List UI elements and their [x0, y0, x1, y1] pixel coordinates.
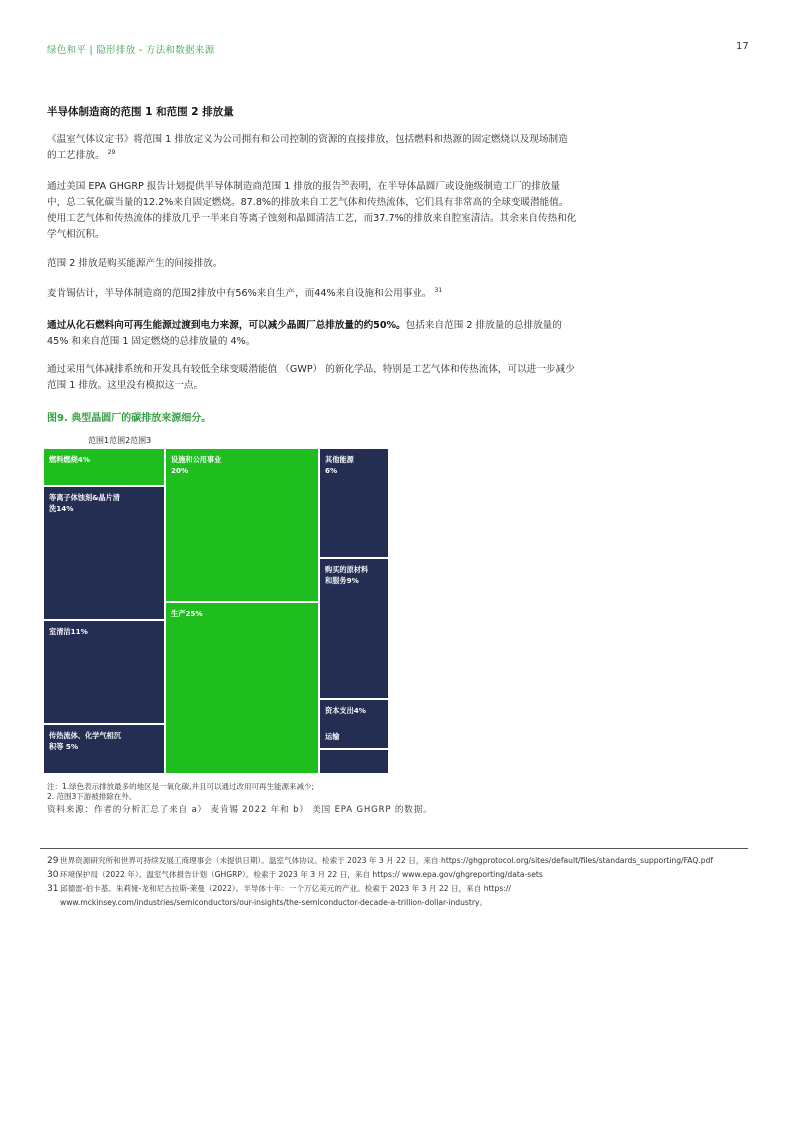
paragraph-text: 麦肯锡估计，半导体制造商的范围2排放中有56%来自生产，而44%来自设施和公用事业。: [47, 288, 432, 299]
tile-label: 生产25%: [171, 609, 203, 618]
tile-label-line: 其他能源: [325, 455, 354, 464]
note-line: 2. 范围3下游被排除在外。: [47, 791, 137, 801]
tile-label-line: 购买的原材料: [325, 565, 369, 574]
paragraph-ghgrp: [47, 179, 577, 243]
tile-label: [325, 564, 368, 586]
tile-transport: [319, 749, 389, 774]
footnote-text: 环境保护局（2022 年）。温室气体报告计划（GHGRP）。检索于 2023 年 3 月 22 日，来自 https:// www.epa.gov/ghgreporting/data-sets: [60, 870, 543, 879]
tile-heat-transfer: [43, 724, 165, 774]
tile-facilities-utilities: [165, 448, 319, 602]
footnote-ref: 29: [107, 148, 116, 156]
footnote-number: 30: [47, 870, 59, 880]
tile-label: 室清洁11%: [49, 627, 88, 636]
footnote-ref: 30: [341, 179, 349, 187]
paragraph-mckinsey: [47, 286, 577, 302]
tile-purchased-goods: [319, 558, 389, 699]
tile-label-line: 和服务9%: [325, 576, 359, 585]
figure-notes: [47, 782, 314, 801]
tile-label: 燃料燃烧4%: [49, 455, 90, 464]
tile-label: [171, 454, 221, 476]
tile-label-line: 传热流体、化学气相沉: [49, 731, 121, 740]
footnote-text: 邱德雷-伯卡基、朱莉娅-龙和尼古拉斯-莱曼（2022）。半导体十年：一个万亿美元的产业。检索于 2023 年 3 月 22 日，来自 https://: [60, 884, 511, 893]
footnote-ref: 31: [434, 286, 443, 294]
note-line: 注：1.绿色表示排放最多的地区是一氧化碳,并且可以通过改用可再生能源来减少;: [47, 782, 315, 791]
paragraph-text: 通过美国 EPA GHGRP 报告计划提供半导体制造商范围 1 排放的报告: [47, 181, 342, 192]
tile-label-line: 洗14%: [49, 504, 74, 513]
tile-label: [49, 730, 121, 752]
tile-label-line: 等离子体蚀刻&晶片清: [49, 493, 120, 502]
tile-label-line: 设施和公用事业: [171, 455, 222, 464]
figure-legend: 范围1范围2范围3: [88, 436, 152, 445]
tile-label: 资本支出4%: [325, 706, 366, 715]
tile-production: [165, 602, 319, 774]
footnote-31-url: www.mckinsey.com/industries/semiconductors/our-insights/the-semiconductor-decade-a-trillion-dollar-industry。: [60, 898, 488, 907]
paragraph-text: 《温室气体议定书》将范围 1 排放定义为公司拥有和公司控制的资源的直接排放，包括燃料和热源的固定燃烧以及现场制造的工艺排放。: [47, 134, 568, 161]
footnote-29: [47, 855, 713, 867]
paragraph-abatement: 通过采用气体减排系统和开发具有较低全球变暖潜能值 （GWP） 的新化学品，特别是工艺气体和传热流体，可以进一步减少范围 1 排放。这里没有模拟这一点。: [47, 364, 575, 391]
paragraph-text: 表明，在半导体晶圆厂或设施级制造工厂的排放量中，总二氧化碳当量的12.2%来自固定燃烧。87.8%的排放来自工艺气体和传热流体，它们具有非常高的全球变暖潜能值。使用工艺气体和传热流体的排放几乎一半来自等离子蚀刻和晶圆清洁工艺，而37.7%的排放来自腔室清洁。其余来自传热和化学气相沉积。: [47, 181, 577, 240]
tile-fuel-combustion: [43, 448, 165, 486]
footnote-divider: [40, 848, 748, 849]
paragraph-text: 包括来自范围 2 排放量的总排放量的45% 和来自范围 1 固定燃烧的总排放量的 4%。: [47, 320, 562, 347]
paragraph-scope1-definition: [47, 132, 577, 164]
paragraph-renewables: [47, 318, 577, 350]
paragraph-bold-text: 通过从化石燃料向可再生能源过渡到电力来源，可以减少晶圆厂总排放量的约50%。: [47, 320, 406, 331]
footnote-number: 31: [47, 884, 59, 894]
running-header: 绿色和平 | 隐形排放 - 方法和数据来源: [47, 45, 215, 56]
footnote-text: 世界资源研究所和世界可持续发展工商理事会（未提供日期）。温室气体协议。检索于 2023 年 3 月 22 日，来自 https://ghgprotocol.org/sites/default/files/standards_supporting/FAQ.pdf: [60, 856, 714, 865]
paragraph-scope2-definition: 范围 2 排放是购买能源产生的间接排放。: [47, 258, 223, 269]
footnote-number: 29: [47, 856, 59, 866]
figure-source: 资料来源：作者的分析汇总了来自 a） 麦肯锡 2022 年和 b） 美国 EPA GHGRP 的数据。: [47, 805, 433, 815]
tile-label-transport: 运输: [325, 732, 340, 741]
figure-title: 图9. 典型晶圆厂的碳排放来源细分。: [47, 413, 212, 424]
tile-label-line: 6%: [325, 466, 338, 475]
tile-other-energy: [319, 448, 389, 558]
tile-plasma-etch: [43, 486, 165, 620]
tile-label-line: 20%: [171, 466, 189, 475]
tile-chamber-clean: [43, 620, 165, 724]
footnote-31: [47, 883, 511, 895]
tile-label-line: 积等 5%: [49, 742, 79, 751]
tile-capex: [319, 699, 389, 749]
footnote-30: [47, 869, 543, 881]
section-heading: 半导体制造商的范围 1 和范围 2 排放量: [47, 106, 234, 118]
treemap: [43, 448, 389, 774]
tile-label: [325, 454, 354, 476]
tile-label: [49, 492, 120, 514]
page-number: 17: [736, 41, 749, 52]
